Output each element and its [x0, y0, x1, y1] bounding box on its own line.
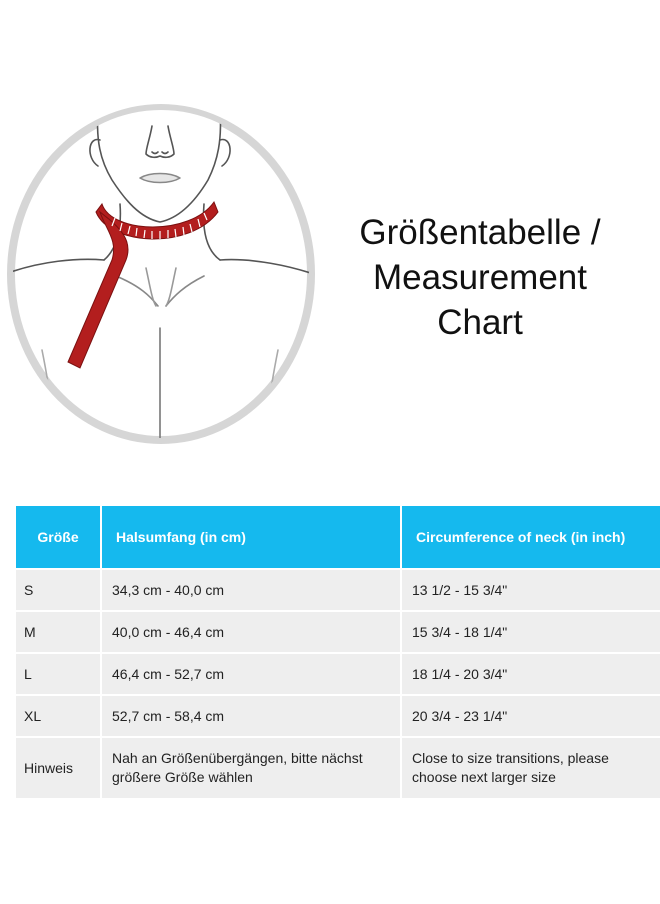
header-neck-cm: Halsumfang (in cm)	[102, 506, 400, 568]
header-neck-inch: Circumference of neck (in inch)	[402, 506, 660, 568]
note-label: Hinweis	[16, 738, 100, 798]
note-text-en: Close to size transitions, please choose next larger size	[402, 738, 660, 798]
neck-measurement-illustration	[0, 100, 330, 460]
inch-cell: 20 3/4 - 23 1/4"	[402, 696, 660, 736]
title-line-1: Größentabelle /	[359, 213, 601, 252]
table-row	[16, 612, 660, 652]
cm-cell: 34,3 cm - 40,0 cm	[102, 570, 400, 610]
size-cell: S	[16, 570, 100, 610]
cm-cell: 40,0 cm - 46,4 cm	[102, 612, 400, 652]
table-header-row	[16, 506, 660, 568]
cm-cell: 52,7 cm - 58,4 cm	[102, 696, 400, 736]
header-size: Größe	[16, 506, 100, 568]
table-row	[16, 696, 660, 736]
size-cell: M	[16, 612, 100, 652]
inch-cell: 18 1/4 - 20 3/4"	[402, 654, 660, 694]
inch-cell: 15 3/4 - 18 1/4"	[402, 612, 660, 652]
note-text-de: Nah an Größenübergängen, bitte nächst größere Größe wählen	[102, 738, 400, 798]
cm-cell: 46,4 cm - 52,7 cm	[102, 654, 400, 694]
mouth	[140, 174, 180, 183]
title-line-2: Measurement	[373, 258, 587, 297]
size-cell: XL	[16, 696, 100, 736]
note-row	[16, 738, 660, 798]
size-cell: L	[16, 654, 100, 694]
chart-title	[330, 210, 630, 345]
inch-cell: 13 1/2 - 15 3/4"	[402, 570, 660, 610]
table-row	[16, 654, 660, 694]
size-table	[14, 504, 660, 800]
title-line-3: Chart	[437, 303, 523, 342]
table-row	[16, 570, 660, 610]
